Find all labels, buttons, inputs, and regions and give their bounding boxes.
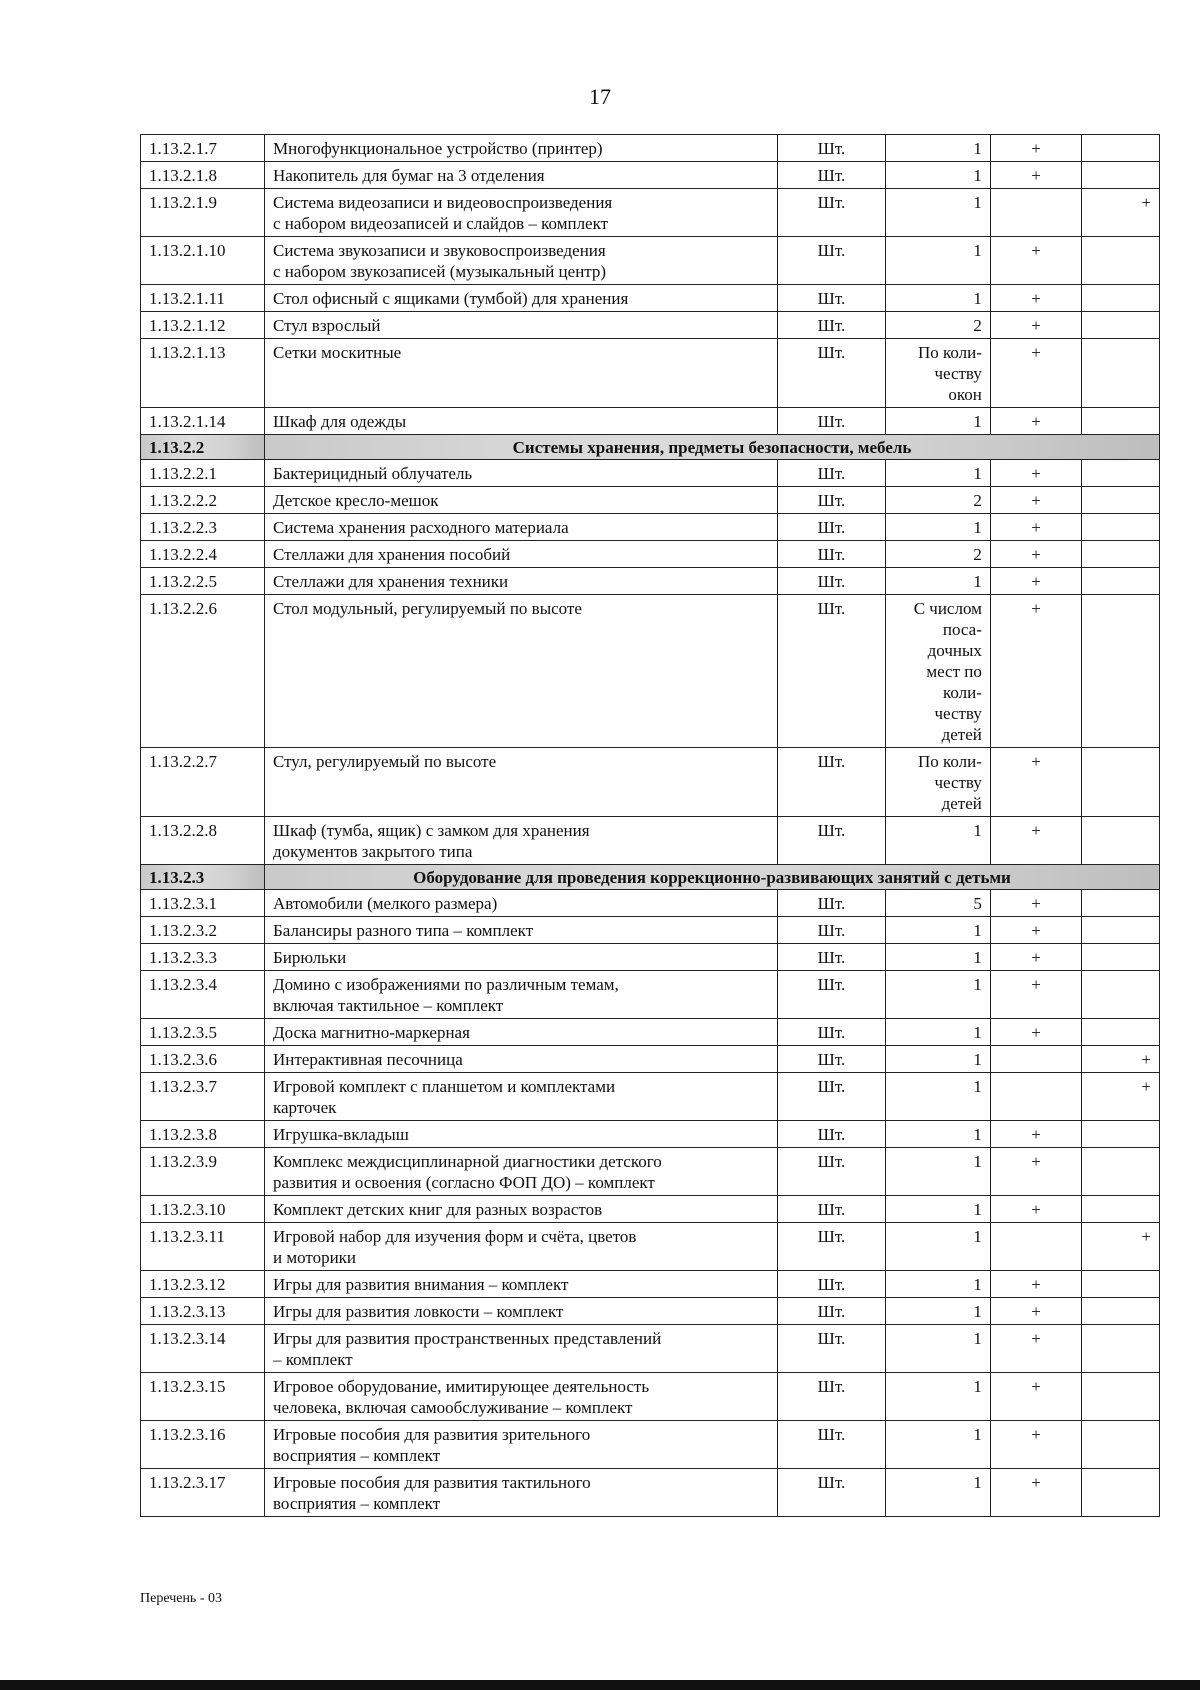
item-mark-required [990,1073,1081,1121]
item-quantity: 1 [886,1223,991,1271]
item-mark-optional [1082,568,1160,595]
item-code: 1.13.2.3.15 [141,1373,265,1421]
item-unit: Шт. [777,541,885,568]
item-name: Стеллажи для хранения пособий [264,541,777,568]
item-unit: Шт. [777,1223,885,1271]
item-mark-required: + [990,162,1081,189]
item-code: 1.13.2.2.2 [141,487,265,514]
table-row [141,568,1160,595]
table-row [141,1421,1160,1469]
item-code: 1.13.2.3.6 [141,1046,265,1073]
item-name: Доска магнитно-маркерная [264,1019,777,1046]
table-row [141,971,1160,1019]
item-quantity: 1 [886,135,991,162]
item-code: 1.13.2.3.5 [141,1019,265,1046]
item-unit: Шт. [777,237,885,285]
item-mark-optional [1082,890,1160,917]
section-title: Системы хранения, предметы безопасности, мебель [264,435,1159,460]
item-quantity: 1 [886,917,991,944]
item-code: 1.13.2.2.3 [141,514,265,541]
equipment-table-body [141,135,1160,1517]
table-row [141,1121,1160,1148]
item-name: Автомобили (мелкого размера) [264,890,777,917]
item-mark-required: + [990,237,1081,285]
item-mark-optional [1082,237,1160,285]
item-quantity: 1 [886,1469,991,1517]
item-code: 1.13.2.2.5 [141,568,265,595]
item-quantity: 1 [886,1271,991,1298]
item-mark-optional [1082,460,1160,487]
item-unit: Шт. [777,189,885,237]
table-row [141,595,1160,748]
item-quantity: По коли- честву детей [886,748,991,817]
item-unit: Шт. [777,890,885,917]
item-quantity: 1 [886,514,991,541]
item-code: 1.13.2.2.1 [141,460,265,487]
item-mark-optional [1082,595,1160,748]
item-quantity: 1 [886,1121,991,1148]
item-mark-optional [1082,1196,1160,1223]
table-row [141,1271,1160,1298]
item-name: Накопитель для бумаг на 3 отделения [264,162,777,189]
item-mark-required: + [990,514,1081,541]
item-unit: Шт. [777,1271,885,1298]
section-title: Оборудование для проведения коррекционно-развивающих занятий с детьми [264,865,1159,890]
item-unit: Шт. [777,1373,885,1421]
section-code: 1.13.2.2 [141,435,265,460]
item-mark-required: + [990,1196,1081,1223]
item-name: Игры для развития внимания – комплект [264,1271,777,1298]
item-name: Детское кресло-мешок [264,487,777,514]
item-name: Система видеозаписи и видеовоспроизведения с набором видеозаписей и слайдов – комплект [264,189,777,237]
item-mark-required: + [990,1148,1081,1196]
item-mark-optional [1082,487,1160,514]
item-code: 1.13.2.1.13 [141,339,265,408]
item-mark-optional [1082,514,1160,541]
item-code: 1.13.2.3.4 [141,971,265,1019]
item-quantity: 1 [886,568,991,595]
item-mark-required: + [990,890,1081,917]
item-code: 1.13.2.2.4 [141,541,265,568]
item-mark-required: + [990,944,1081,971]
item-name: Игровой комплект с планшетом и комплектами карточек [264,1073,777,1121]
item-code: 1.13.2.3.17 [141,1469,265,1517]
item-quantity: 1 [886,285,991,312]
table-row [141,514,1160,541]
table-row [141,237,1160,285]
item-mark-required: + [990,135,1081,162]
item-quantity: 1 [886,1298,991,1325]
item-quantity: С числом поса- дочных мест по коли- честву детей [886,595,991,748]
item-name: Система звукозаписи и звуковоспроизведения с набором звукозаписей (музыкальный центр) [264,237,777,285]
item-name: Игровой набор для изучения форм и счёта, цветов и моторики [264,1223,777,1271]
item-name: Игровое оборудование, имитирующее деятельность человека, включая самообслуживание – комплект [264,1373,777,1421]
item-name: Балансиры разного типа – комплект [264,917,777,944]
section-row [141,865,1160,890]
item-mark-required [990,189,1081,237]
item-code: 1.13.2.1.14 [141,408,265,435]
item-mark-required [990,1046,1081,1073]
item-mark-optional [1082,285,1160,312]
item-mark-optional [1082,971,1160,1019]
item-name: Шкаф (тумба, ящик) с замком для хранения документов закрытого типа [264,817,777,865]
table-row [141,162,1160,189]
item-unit: Шт. [777,1148,885,1196]
item-quantity: 1 [886,1046,991,1073]
item-mark-required: + [990,917,1081,944]
item-mark-required: + [990,748,1081,817]
table-row [141,460,1160,487]
item-quantity: 1 [886,1073,991,1121]
item-mark-required: + [990,1421,1081,1469]
item-mark-optional [1082,817,1160,865]
page-number: 17 [589,84,611,109]
item-quantity: 1 [886,1196,991,1223]
item-name: Система хранения расходного материала [264,514,777,541]
item-code: 1.13.2.1.7 [141,135,265,162]
item-mark-optional: + [1082,1073,1160,1121]
item-unit: Шт. [777,568,885,595]
item-code: 1.13.2.3.16 [141,1421,265,1469]
item-unit: Шт. [777,1073,885,1121]
item-mark-optional: + [1082,1223,1160,1271]
item-unit: Шт. [777,487,885,514]
item-unit: Шт. [777,595,885,748]
table-row [141,408,1160,435]
item-mark-required: + [990,460,1081,487]
item-quantity: По коли- честву окон [886,339,991,408]
item-mark-optional [1082,339,1160,408]
item-unit: Шт. [777,339,885,408]
table-row [141,285,1160,312]
item-mark-optional [1082,1298,1160,1325]
item-mark-required: + [990,1469,1081,1517]
item-code: 1.13.2.2.7 [141,748,265,817]
item-quantity: 1 [886,817,991,865]
item-mark-required: + [990,971,1081,1019]
item-unit: Шт. [777,944,885,971]
item-unit: Шт. [777,135,885,162]
scan-border [0,1680,1200,1690]
item-unit: Шт. [777,312,885,339]
item-unit: Шт. [777,1121,885,1148]
item-name: Многофункциональное устройство (принтер) [264,135,777,162]
item-mark-required: + [990,1121,1081,1148]
item-code: 1.13.2.1.10 [141,237,265,285]
item-mark-required: + [990,1325,1081,1373]
item-name: Игровые пособия для развития зрительного восприятия – комплект [264,1421,777,1469]
item-name: Сетки москитные [264,339,777,408]
item-code: 1.13.2.3.8 [141,1121,265,1148]
item-mark-required: + [990,487,1081,514]
item-mark-required: + [990,817,1081,865]
item-code: 1.13.2.3.13 [141,1298,265,1325]
item-mark-required: + [990,595,1081,748]
item-mark-optional [1082,135,1160,162]
item-name: Комплект детских книг для разных возрастов [264,1196,777,1223]
item-mark-optional [1082,1373,1160,1421]
item-mark-optional: + [1082,189,1160,237]
item-name: Бактерицидный облучатель [264,460,777,487]
item-quantity: 1 [886,189,991,237]
item-unit: Шт. [777,460,885,487]
item-mark-required: + [990,285,1081,312]
item-quantity: 1 [886,1373,991,1421]
item-mark-optional [1082,1469,1160,1517]
item-quantity: 1 [886,1421,991,1469]
item-mark-optional [1082,1019,1160,1046]
item-name: Игрушка-вкладыш [264,1121,777,1148]
item-mark-optional [1082,1325,1160,1373]
item-mark-optional [1082,1421,1160,1469]
table-row [141,817,1160,865]
table-row [141,339,1160,408]
item-mark-required: + [990,312,1081,339]
table-row [141,917,1160,944]
item-unit: Шт. [777,514,885,541]
item-code: 1.13.2.3.2 [141,917,265,944]
item-mark-optional: + [1082,1046,1160,1073]
item-code: 1.13.2.3.1 [141,890,265,917]
item-code: 1.13.2.2.8 [141,817,265,865]
item-name: Игры для развития пространственных представлений – комплект [264,1325,777,1373]
item-mark-required: + [990,541,1081,568]
table-row [141,1298,1160,1325]
table-row [141,1019,1160,1046]
section-row [141,435,1160,460]
item-mark-optional [1082,162,1160,189]
item-quantity: 5 [886,890,991,917]
item-quantity: 1 [886,237,991,285]
item-name: Шкаф для одежды [264,408,777,435]
item-unit: Шт. [777,1046,885,1073]
item-code: 1.13.2.1.12 [141,312,265,339]
item-mark-optional [1082,1271,1160,1298]
table-row [141,1196,1160,1223]
table-row [141,1223,1160,1271]
item-mark-optional [1082,541,1160,568]
table-row [141,1046,1160,1073]
item-mark-optional [1082,1121,1160,1148]
item-name: Стеллажи для хранения техники [264,568,777,595]
table-row [141,1073,1160,1121]
item-quantity: 1 [886,944,991,971]
table-row [141,1469,1160,1517]
item-name: Стул, регулируемый по высоте [264,748,777,817]
item-unit: Шт. [777,917,885,944]
table-row [141,189,1160,237]
item-unit: Шт. [777,1469,885,1517]
item-unit: Шт. [777,1196,885,1223]
item-unit: Шт. [777,971,885,1019]
item-name: Игры для развития ловкости – комплект [264,1298,777,1325]
item-code: 1.13.2.3.9 [141,1148,265,1196]
item-quantity: 1 [886,408,991,435]
item-code: 1.13.2.3.10 [141,1196,265,1223]
item-mark-required: + [990,339,1081,408]
page-footer: Перечень - 03 [140,1591,222,1606]
item-unit: Шт. [777,1019,885,1046]
item-code: 1.13.2.3.3 [141,944,265,971]
table-row [141,890,1160,917]
item-code: 1.13.2.3.14 [141,1325,265,1373]
item-quantity: 2 [886,541,991,568]
item-quantity: 2 [886,487,991,514]
table-row [141,944,1160,971]
item-code: 1.13.2.3.7 [141,1073,265,1121]
item-mark-required: + [990,1271,1081,1298]
item-mark-optional [1082,944,1160,971]
item-mark-optional [1082,917,1160,944]
table-row [141,487,1160,514]
item-mark-optional [1082,748,1160,817]
item-unit: Шт. [777,1298,885,1325]
item-name: Стол офисный с ящиками (тумбой) для хранения [264,285,777,312]
item-code: 1.13.2.3.11 [141,1223,265,1271]
table-row [141,1325,1160,1373]
item-quantity: 1 [886,971,991,1019]
item-mark-required [990,1223,1081,1271]
item-code: 1.13.2.1.9 [141,189,265,237]
item-code: 1.13.2.2.6 [141,595,265,748]
item-mark-required: + [990,1373,1081,1421]
table-row [141,135,1160,162]
item-mark-required: + [990,568,1081,595]
item-quantity: 1 [886,460,991,487]
item-unit: Шт. [777,1325,885,1373]
item-quantity: 1 [886,1325,991,1373]
item-name: Комплекс междисциплинарной диагностики детского развития и освоения (согласно ФОП ДО) – комплект [264,1148,777,1196]
item-name: Стул взрослый [264,312,777,339]
table-row [141,1373,1160,1421]
item-name: Интерактивная песочница [264,1046,777,1073]
item-mark-optional [1082,312,1160,339]
table-row [141,748,1160,817]
table-row [141,1148,1160,1196]
item-name: Бирюльки [264,944,777,971]
equipment-table [140,134,1160,1517]
item-mark-required: + [990,1019,1081,1046]
item-code: 1.13.2.3.12 [141,1271,265,1298]
item-unit: Шт. [777,162,885,189]
item-mark-required: + [990,408,1081,435]
item-quantity: 2 [886,312,991,339]
item-quantity: 1 [886,1148,991,1196]
section-code: 1.13.2.3 [141,865,265,890]
item-unit: Шт. [777,285,885,312]
table-row [141,312,1160,339]
table-row [141,541,1160,568]
item-quantity: 1 [886,162,991,189]
item-name: Игровые пособия для развития тактильного восприятия – комплект [264,1469,777,1517]
item-unit: Шт. [777,817,885,865]
item-code: 1.13.2.1.11 [141,285,265,312]
item-unit: Шт. [777,408,885,435]
item-mark-optional [1082,408,1160,435]
item-unit: Шт. [777,1421,885,1469]
item-mark-optional [1082,1148,1160,1196]
item-name: Домино с изображениями по различным темам, включая тактильное – комплект [264,971,777,1019]
item-code: 1.13.2.1.8 [141,162,265,189]
item-quantity: 1 [886,1019,991,1046]
item-name: Стол модульный, регулируемый по высоте [264,595,777,748]
item-unit: Шт. [777,748,885,817]
item-mark-required: + [990,1298,1081,1325]
